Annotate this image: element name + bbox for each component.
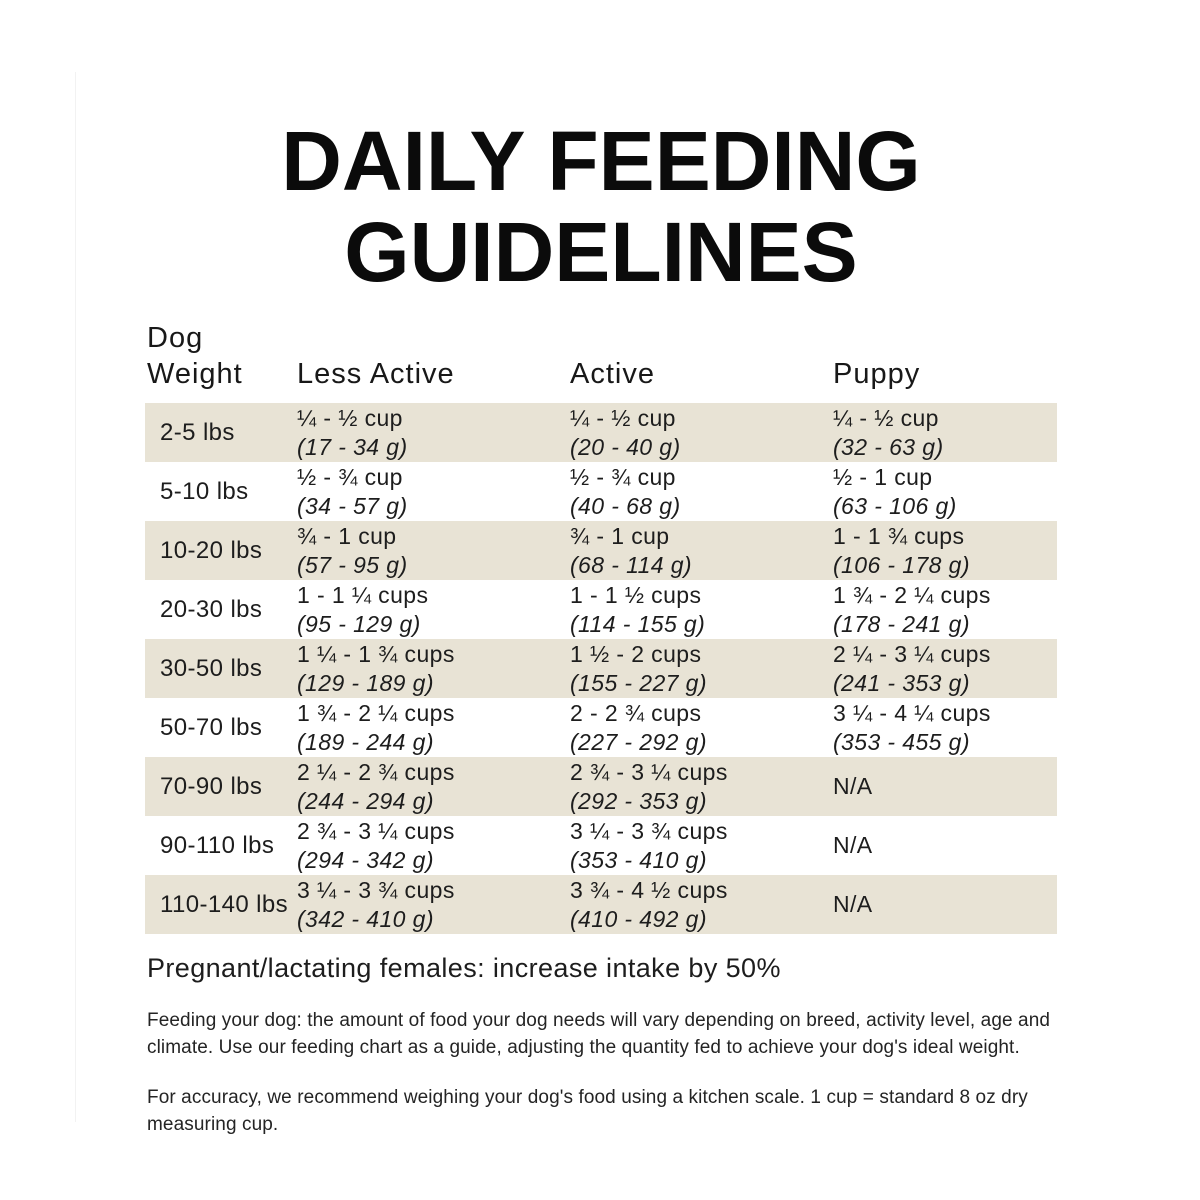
weight-label: 50-70 lbs bbox=[160, 714, 263, 742]
table-row bbox=[145, 403, 1057, 462]
grams-amount: (189 - 244 g) bbox=[297, 728, 434, 755]
less-active-cell bbox=[292, 462, 565, 521]
grams-amount: (244 - 294 g) bbox=[297, 787, 434, 814]
cups-amount: N/A bbox=[833, 832, 873, 859]
cups-amount: 1 ½ - 2 cups bbox=[570, 640, 702, 667]
cups-amount: 1 ¾ - 2 ¼ cups bbox=[833, 581, 991, 608]
grams-amount: (114 - 155 g) bbox=[570, 610, 706, 637]
pregnant-note: Pregnant/lactating females: increase intake by 50% bbox=[147, 953, 781, 984]
grams-amount: (129 - 189 g) bbox=[297, 669, 434, 696]
table-row bbox=[145, 816, 1057, 875]
grams-amount: (34 - 57 g) bbox=[297, 492, 408, 519]
table-row bbox=[145, 521, 1057, 580]
weight-label: 20-30 lbs bbox=[160, 596, 263, 624]
puppy-cell bbox=[828, 698, 1057, 757]
puppy-cell bbox=[828, 462, 1057, 521]
less-active-cell bbox=[292, 816, 565, 875]
cups-amount: ½ - ¾ cup bbox=[297, 463, 403, 490]
puppy-cell bbox=[828, 757, 1057, 816]
active-cell bbox=[565, 816, 828, 875]
weight-label: 10-20 lbs bbox=[160, 537, 263, 565]
table-row bbox=[145, 639, 1057, 698]
table-row bbox=[145, 462, 1057, 521]
grams-amount: (294 - 342 g) bbox=[297, 846, 434, 873]
cups-amount: 1 - 1 ¾ cups bbox=[833, 522, 965, 549]
grams-amount: (17 - 34 g) bbox=[297, 433, 408, 460]
active-cell bbox=[565, 639, 828, 698]
table-row bbox=[145, 580, 1057, 639]
table-header-row bbox=[145, 321, 1057, 392]
grams-amount: (32 - 63 g) bbox=[833, 433, 944, 460]
cups-amount: 2 - 2 ¾ cups bbox=[570, 699, 702, 726]
puppy-cell bbox=[828, 875, 1057, 934]
column-header-less-active: Less Active bbox=[297, 357, 455, 390]
cups-amount: ¾ - 1 cup bbox=[570, 522, 670, 549]
column-header-dog-weight: Dog Weight bbox=[147, 322, 243, 390]
cups-amount: 3 ¼ - 3 ¾ cups bbox=[297, 876, 455, 903]
grams-amount: (57 - 95 g) bbox=[297, 551, 408, 578]
less-active-cell bbox=[292, 580, 565, 639]
less-active-cell bbox=[292, 698, 565, 757]
less-active-cell bbox=[292, 757, 565, 816]
active-cell bbox=[565, 462, 828, 521]
grams-amount: (292 - 353 g) bbox=[570, 787, 707, 814]
grams-amount: (342 - 410 g) bbox=[297, 905, 434, 932]
cups-amount: 1 - 1 ¼ cups bbox=[297, 581, 429, 608]
grams-amount: (106 - 178 g) bbox=[833, 551, 970, 578]
grams-amount: (241 - 353 g) bbox=[833, 669, 970, 696]
grams-amount: (68 - 114 g) bbox=[570, 551, 692, 578]
weight-label: 110-140 lbs bbox=[160, 891, 289, 919]
grams-amount: (20 - 40 g) bbox=[570, 433, 681, 460]
cups-amount: ¼ - ½ cup bbox=[570, 404, 676, 431]
cups-amount: ¼ - ½ cup bbox=[833, 404, 939, 431]
cups-amount: 3 ¼ - 3 ¾ cups bbox=[570, 817, 728, 844]
active-cell bbox=[565, 875, 828, 934]
grams-amount: (227 - 292 g) bbox=[570, 728, 707, 755]
active-cell bbox=[565, 521, 828, 580]
puppy-cell bbox=[828, 403, 1057, 462]
cups-amount: N/A bbox=[833, 773, 873, 800]
cups-amount: 3 ¾ - 4 ½ cups bbox=[570, 876, 728, 903]
cups-amount: 1 ¼ - 1 ¾ cups bbox=[297, 640, 455, 667]
cups-amount: 1 ¾ - 2 ¼ cups bbox=[297, 699, 455, 726]
cups-amount: 2 ¾ - 3 ¼ cups bbox=[297, 817, 455, 844]
cups-amount: 2 ¼ - 3 ¼ cups bbox=[833, 640, 991, 667]
cups-amount: ½ - 1 cup bbox=[833, 463, 933, 490]
column-header-puppy: Puppy bbox=[833, 357, 921, 390]
puppy-cell bbox=[828, 639, 1057, 698]
grams-amount: (353 - 410 g) bbox=[570, 846, 707, 873]
feeding-guidelines-panel bbox=[145, 0, 1057, 1138]
active-cell bbox=[565, 698, 828, 757]
cups-amount: ¼ - ½ cup bbox=[297, 404, 403, 431]
puppy-cell bbox=[828, 816, 1057, 875]
accuracy-note: For accuracy, we recommend weighing your dog's food using a kitchen scale. 1 cup = standard 8 oz dry measuring cup. bbox=[147, 1087, 1028, 1136]
feeding-note: Feeding your dog: the amount of food your dog needs will vary depending on breed, activity level, age and climate. Use our feeding chart as a guide, adjusting the quantity fed to achieve your dog's ideal weight. bbox=[147, 1010, 1051, 1059]
active-cell bbox=[565, 580, 828, 639]
grams-amount: (178 - 241 g) bbox=[833, 610, 970, 637]
active-cell bbox=[565, 757, 828, 816]
cups-amount: 1 - 1 ½ cups bbox=[570, 581, 702, 608]
table-row bbox=[145, 698, 1057, 757]
cups-amount: N/A bbox=[833, 891, 873, 918]
weight-label: 2-5 lbs bbox=[160, 419, 235, 447]
cups-amount: 3 ¼ - 4 ¼ cups bbox=[833, 699, 991, 726]
table-row bbox=[145, 757, 1057, 816]
title-line-1: DAILY FEEDING bbox=[281, 114, 921, 208]
cups-amount: ¾ - 1 cup bbox=[297, 522, 397, 549]
grams-amount: (95 - 129 g) bbox=[297, 610, 421, 637]
page-title bbox=[145, 116, 1057, 297]
title-line-2: GUIDELINES bbox=[344, 204, 858, 299]
less-active-cell bbox=[292, 875, 565, 934]
cups-amount: ½ - ¾ cup bbox=[570, 463, 676, 490]
less-active-cell bbox=[292, 521, 565, 580]
column-header-active: Active bbox=[570, 357, 655, 390]
cups-amount: 2 ¾ - 3 ¼ cups bbox=[570, 758, 728, 785]
cups-amount: 2 ¼ - 2 ¾ cups bbox=[297, 758, 455, 785]
weight-label: 90-110 lbs bbox=[160, 832, 275, 860]
puppy-cell bbox=[828, 521, 1057, 580]
grams-amount: (63 - 106 g) bbox=[833, 492, 957, 519]
weight-label: 5-10 lbs bbox=[160, 478, 249, 506]
less-active-cell bbox=[292, 403, 565, 462]
feeding-table bbox=[145, 403, 1057, 934]
grams-amount: (40 - 68 g) bbox=[570, 492, 681, 519]
weight-label: 30-50 lbs bbox=[160, 655, 263, 683]
left-edge-line bbox=[75, 72, 76, 1122]
grams-amount: (353 - 455 g) bbox=[833, 728, 970, 755]
grams-amount: (410 - 492 g) bbox=[570, 905, 707, 932]
puppy-cell bbox=[828, 580, 1057, 639]
less-active-cell bbox=[292, 639, 565, 698]
active-cell bbox=[565, 403, 828, 462]
grams-amount: (155 - 227 g) bbox=[570, 669, 707, 696]
weight-label: 70-90 lbs bbox=[160, 773, 263, 801]
table-row bbox=[145, 875, 1057, 934]
